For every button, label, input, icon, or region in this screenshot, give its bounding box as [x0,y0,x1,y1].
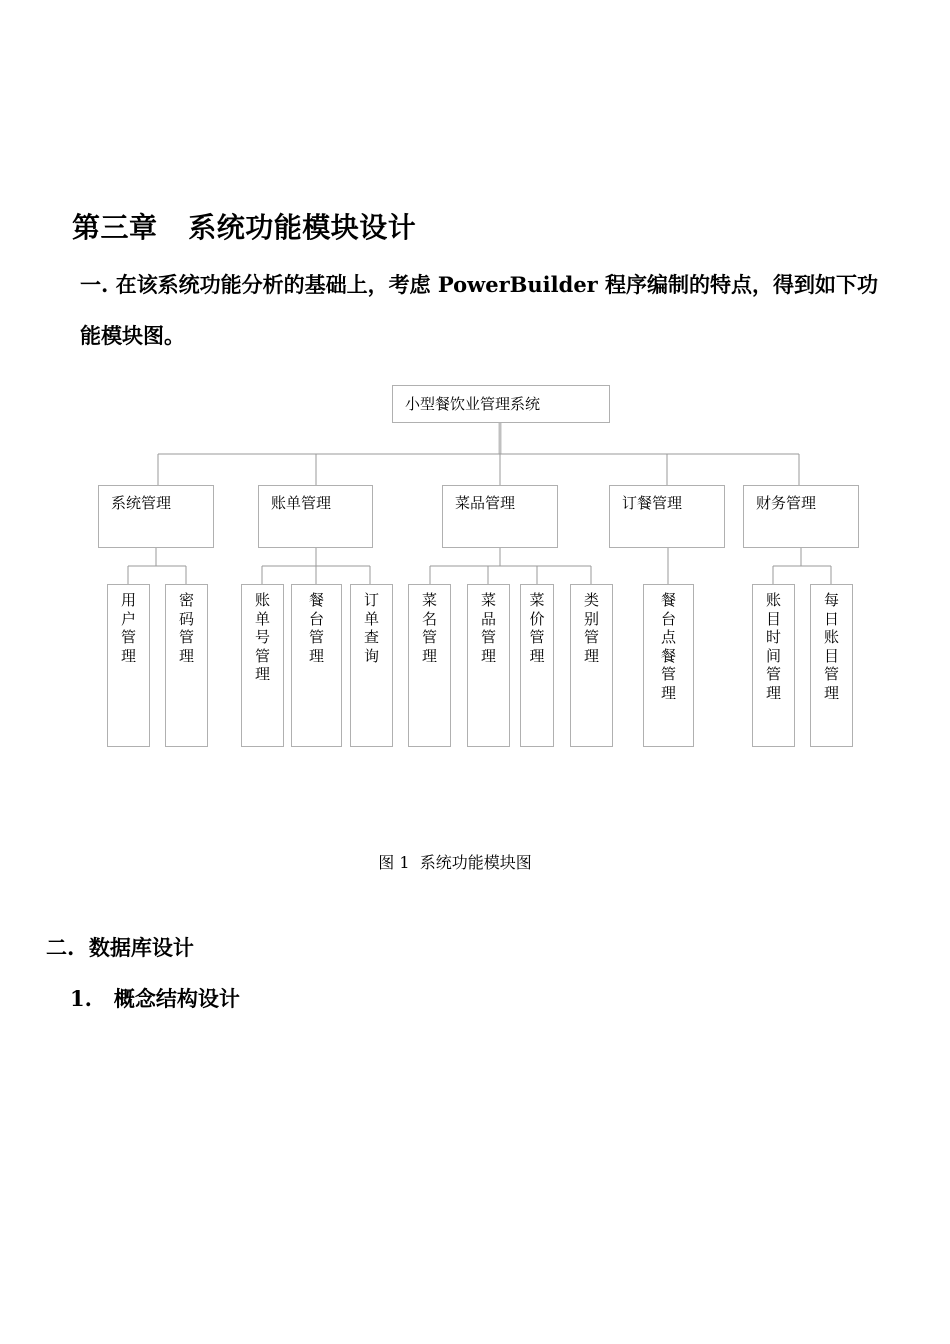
submodule-box [408,584,451,747]
submodule-box [570,584,613,747]
submodule-box [241,584,284,747]
submodule-box [350,584,393,747]
submodule-label: 每日账目管理 [824,591,840,702]
module-box-order [609,485,725,548]
section-1-line-1: 一. 在该系统功能分析的基础上，考虑 PowerBuilder 程序编制的特点，得到如下功 [80,272,879,297]
submodule-box [643,584,694,747]
chapter-title: 第三章 系统功能模块设计 [72,211,417,244]
submodule-box [810,584,853,747]
figure-caption: 图 1 系统功能模块图 [378,853,532,872]
submodule-box [520,584,554,747]
module-box-finance [743,485,859,548]
module-box-dish [442,485,558,548]
submodule-box [291,584,342,747]
module-label: 订餐管理 [622,494,683,512]
submodule-box [752,584,795,747]
module-box-system [98,485,214,548]
diagram-root-label: 小型餐饮业管理系统 [405,395,541,413]
module-label: 系统管理 [111,494,172,512]
submodule-label: 类别管理 [584,591,600,665]
submodule-label: 餐台管理 [309,591,325,665]
submodule-box [165,584,208,747]
submodule-label: 用户管理 [121,591,137,665]
section-1-line-2: 能模块图。 [80,323,185,348]
submodule-box [467,584,510,747]
submodule-box [107,584,150,747]
submodule-label: 菜名管理 [422,591,438,665]
submodule-label: 餐台点餐管理 [661,591,677,702]
submodule-label: 密码管理 [179,591,195,665]
section-2-heading: 二. 数据库设计 [46,935,194,960]
submodule-label: 订单查询 [364,591,380,665]
module-box-bill [258,485,373,548]
module-label: 账单管理 [271,494,332,512]
module-label: 菜品管理 [455,494,516,512]
subsection-1-heading: 1. 概念结构设计 [70,986,240,1011]
submodule-label: 账目时间管理 [766,591,782,702]
submodule-label: 账单号管理 [255,591,271,683]
module-label: 财务管理 [756,494,817,512]
diagram-root-box [392,385,610,423]
submodule-label: 菜价管理 [529,591,545,665]
submodule-label: 菜品管理 [481,591,497,665]
